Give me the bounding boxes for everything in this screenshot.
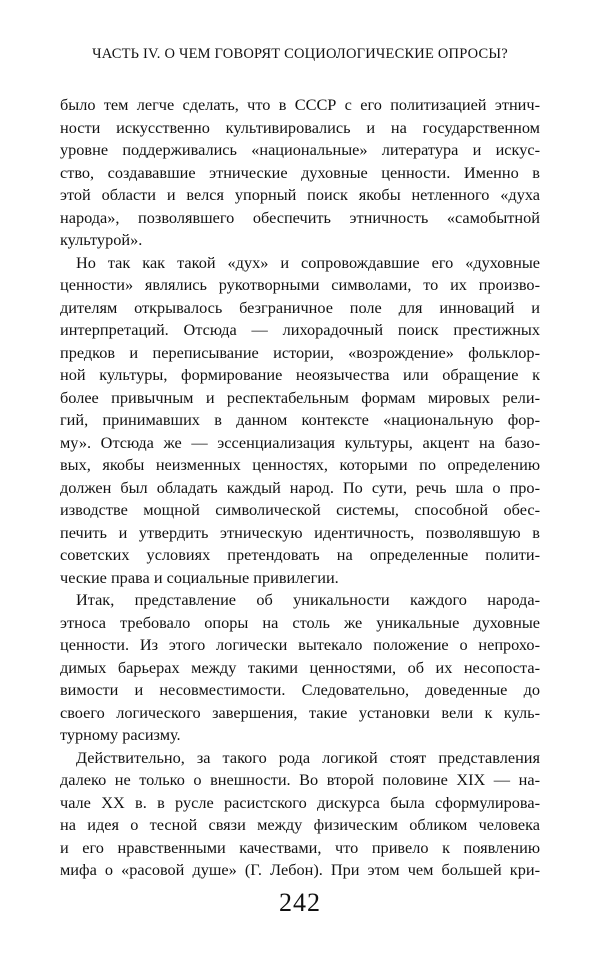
text-line: культурой». [60, 230, 143, 249]
text-line: ценности. Из этого логически вытекало положение о непрохо- [60, 635, 540, 654]
text-line: вимости и несовместимости. Следовательно, доведенные до [60, 680, 540, 699]
text-line: ческие права и социальные привилегии. [60, 567, 339, 587]
text-line: на идея о тесной связи между физическим обликом человека [60, 815, 540, 834]
text-line: ной культуры, формирование неоязычества или обращение к [60, 365, 540, 384]
body-text [60, 94, 540, 882]
text-line: ценности» являлись рукотворными символами, то их произво- [60, 275, 540, 294]
text-line: было тем легче сделать, что в СССР с его политизацией этнич- [60, 95, 540, 114]
text-line: мифа о «расовой душе» (Г. Лебон). При этом чем большей кри- [60, 860, 540, 879]
text-line: изводстве мощной символической системы, способной обес- [60, 500, 540, 519]
text-line: вых, якобы неизменных ценностях, которыми по определению [60, 455, 540, 474]
text-line: далеко не только о внешности. Во второй половине XIX — на- [60, 770, 540, 789]
text-line: Но так как такой «дух» и сопровождавшие его «духовные [76, 252, 540, 272]
text-line: своего логического завершения, такие установки вели к куль- [60, 702, 540, 722]
text-line: димых барьерах между такими ценностями, об их несопоста- [60, 657, 540, 677]
text-line: народа», позволявшего обеспечить этничность «самобытной [60, 207, 540, 227]
text-line: этой области и велся упорный поиск якобы нетленного «духа [60, 185, 540, 204]
text-line: чале XX в. в русле расистского дискурса была сформулирова- [60, 792, 540, 812]
text-line: ности искусственно культивировались и на государственном [60, 117, 540, 137]
text-line: турному расизму. [60, 725, 181, 744]
text-line: более привычным и респектабельным формам мировых рели- [60, 387, 540, 407]
text-line: этноса требовало опоры на столь же уникальные духовные [60, 612, 540, 632]
text-line: должен был обладать каждый народ. По сути, речь шла о про- [60, 477, 540, 497]
text-line: интерпретаций. Отсюда — лихорадочный поиск престижных [60, 320, 540, 339]
text-line: предков и переписывание истории, «возрождение» фольклор- [60, 342, 540, 362]
text-line: гий, принимавших в данном контексте «национальную фор- [60, 410, 540, 429]
text-line: ство, создававшие этнические духовные ценности. Именно в [60, 162, 540, 182]
text-line: Итак, представление об уникальности каждого народа- [76, 590, 540, 609]
page-number: 242 [279, 888, 321, 917]
text-line: уровне поддерживались «национальные» литература и искус- [60, 140, 540, 159]
text-line: Действительно, за такого рода логикой стоят представления [76, 747, 540, 767]
text-line: дителям открывалось безграничное поле для инноваций и [60, 297, 540, 317]
text-line: советских условиях претендовать на определенные полити- [60, 545, 540, 564]
text-line: му». Отсюда же — эссенциализация культуры, акцент на базо- [60, 432, 540, 452]
text-line: печить и утвердить этническую идентичность, позволявшую в [60, 522, 540, 542]
text-line: и его нравственными качествами, что привело к появлению [60, 837, 540, 857]
running-head: ЧАСТЬ IV. О ЧЕМ ГОВОРЯТ СОЦИОЛОГИЧЕСКИЕ ОПРОСЫ? [92, 46, 508, 62]
